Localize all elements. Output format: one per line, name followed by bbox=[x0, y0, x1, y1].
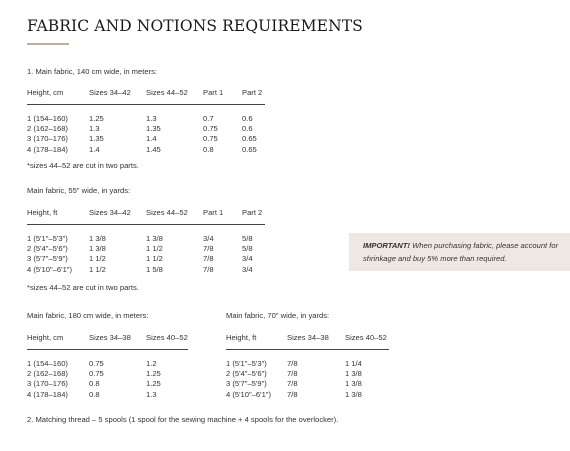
table-cell: 0.65 bbox=[242, 144, 257, 154]
table-cell: 1.4 bbox=[146, 134, 157, 144]
table-cell: 1 1/2 bbox=[89, 264, 106, 274]
table-cell: 0.8 bbox=[89, 389, 100, 399]
column-header: Height, ft bbox=[27, 208, 89, 225]
table-cell: 1.35 bbox=[89, 134, 104, 144]
table-55in bbox=[27, 208, 265, 274]
table-cell: 1.25 bbox=[146, 379, 161, 389]
column-header: Part 1 bbox=[203, 88, 242, 105]
table-row bbox=[226, 379, 389, 389]
table-row bbox=[27, 368, 188, 378]
table-cell: 1.45 bbox=[146, 144, 161, 154]
table-cell: 1 3/8 bbox=[345, 379, 362, 389]
table-row bbox=[226, 368, 389, 378]
table-cell: 1 3/8 bbox=[345, 368, 362, 378]
table-cell: 2 (5'4"–5'6") bbox=[27, 243, 68, 253]
table-cell: 1 1/2 bbox=[89, 254, 106, 264]
table-cell: 1.4 bbox=[89, 144, 100, 154]
table-cell: 3 (170–176) bbox=[27, 379, 68, 389]
table-cell: 4 (5'10"–6'1") bbox=[226, 389, 272, 399]
table-cell: 1 3/8 bbox=[345, 389, 362, 399]
table-cell: 3 (5'7"–5'9") bbox=[226, 379, 267, 389]
table-row bbox=[27, 113, 265, 123]
table-cell: 1.25 bbox=[146, 368, 161, 378]
table-cell: 3 (170–176) bbox=[27, 134, 68, 144]
table-cell: 1 5/8 bbox=[146, 264, 163, 274]
column-header: Part 2 bbox=[242, 88, 265, 105]
table-row bbox=[226, 389, 389, 399]
table-cell: 0.6 bbox=[242, 123, 253, 133]
callout-text: When purchasing fabric, please account for shrinkage and buy 5% more than required. bbox=[363, 241, 559, 263]
table-cell: 4 (5'10"–6'1") bbox=[27, 264, 73, 274]
table-cell: 0.75 bbox=[203, 123, 218, 133]
table-cell: 1 1/2 bbox=[146, 243, 163, 253]
table-cell: 7/8 bbox=[287, 368, 298, 378]
column-header: Sizes 34–42 bbox=[89, 88, 146, 105]
column-header: Sizes 44–52 bbox=[146, 208, 203, 225]
table-row bbox=[27, 264, 265, 274]
column-header: Sizes 34–42 bbox=[89, 208, 146, 225]
table-cell: 1.3 bbox=[146, 389, 157, 399]
column-header: Height, cm bbox=[27, 333, 89, 350]
table-row bbox=[27, 243, 265, 253]
column-header: Height, cm bbox=[27, 88, 89, 105]
page-title: FABRIC AND NOTIONS REQUIREMENTS bbox=[27, 17, 363, 35]
column-header: Sizes 34–38 bbox=[287, 333, 345, 350]
table-row bbox=[226, 358, 389, 368]
table-row bbox=[27, 144, 265, 154]
table-cell: 3/4 bbox=[242, 264, 253, 274]
table-row bbox=[27, 233, 265, 243]
table-cell: 7/8 bbox=[287, 379, 298, 389]
table-row bbox=[27, 254, 265, 264]
table-cell: 3/4 bbox=[242, 254, 253, 264]
table-row bbox=[27, 389, 188, 399]
column-header: Sizes 40–52 bbox=[345, 333, 389, 350]
table-cell: 1 (154–160) bbox=[27, 358, 68, 368]
table-row bbox=[27, 379, 188, 389]
thread-requirement: 2. Matching thread – 5 spools (1 spool for the sewing machine + 4 spools for the overlocker). bbox=[27, 415, 339, 424]
table-cell: 7/8 bbox=[203, 243, 214, 253]
section1-note: *sizes 44–52 are cut in two parts. bbox=[27, 161, 139, 170]
table-cell: 2 (5'4"–5'6") bbox=[226, 368, 267, 378]
table-cell: 7/8 bbox=[287, 358, 298, 368]
table-70in bbox=[226, 333, 389, 399]
table-cell: 1 3/8 bbox=[146, 233, 163, 243]
table-cell: 4 (178–184) bbox=[27, 389, 68, 399]
table-cell: 1.35 bbox=[146, 123, 161, 133]
table-cell: 1 (5'1"–5'3") bbox=[226, 358, 267, 368]
table-cell: 2 (162–168) bbox=[27, 123, 68, 133]
table-cell: 3/4 bbox=[203, 233, 214, 243]
table-row bbox=[27, 134, 265, 144]
section3-caption: Main fabric, 180 cm wide, in meters: bbox=[27, 311, 149, 320]
table-cell: 2 (162–168) bbox=[27, 368, 68, 378]
table-cell: 1 1/4 bbox=[345, 358, 362, 368]
title-underline bbox=[27, 43, 69, 45]
section2-note: *sizes 44–52 are cut in two parts. bbox=[27, 283, 139, 292]
column-header: Sizes 44–52 bbox=[146, 88, 203, 105]
column-header: Part 1 bbox=[203, 208, 242, 225]
table-cell: 1.2 bbox=[146, 358, 157, 368]
table-cell: 7/8 bbox=[287, 389, 298, 399]
column-header: Height, ft bbox=[226, 333, 287, 350]
table-cell: 1 1/2 bbox=[146, 254, 163, 264]
column-header: Sizes 34–38 bbox=[89, 333, 146, 350]
important-callout bbox=[349, 233, 570, 271]
table-cell: 5/8 bbox=[242, 243, 253, 253]
column-header: Sizes 40–52 bbox=[146, 333, 188, 350]
table-cell: 1 (154–160) bbox=[27, 113, 68, 123]
section2-caption: Main fabric, 55" wide, in yards: bbox=[27, 186, 131, 195]
table-cell: 0.65 bbox=[242, 134, 257, 144]
table-cell: 1.25 bbox=[89, 113, 104, 123]
section4-caption: Main fabric, 70" wide, in yards: bbox=[226, 311, 330, 320]
table-cell: 1 3/8 bbox=[89, 233, 106, 243]
section1-caption: 1. Main fabric, 140 cm wide, in meters: bbox=[27, 67, 157, 76]
table-cell: 5/8 bbox=[242, 233, 253, 243]
table-cell: 3 (5'7"–5'9") bbox=[27, 254, 68, 264]
table-cell: 4 (178–184) bbox=[27, 144, 68, 154]
table-cell: 1.3 bbox=[89, 123, 100, 133]
table-cell: 0.75 bbox=[89, 368, 104, 378]
table-cell: 0.8 bbox=[89, 379, 100, 389]
table-cell: 0.6 bbox=[242, 113, 253, 123]
table-cell: 0.75 bbox=[89, 358, 104, 368]
table-cell: 0.75 bbox=[203, 134, 218, 144]
table-cell: 1 (5'1"–5'3") bbox=[27, 233, 68, 243]
table-cell: 1 3/8 bbox=[89, 243, 106, 253]
table-cell: 7/8 bbox=[203, 254, 214, 264]
column-header: Part 2 bbox=[242, 208, 265, 225]
table-cell: 0.8 bbox=[203, 144, 214, 154]
table-140cm bbox=[27, 88, 265, 154]
table-row bbox=[27, 358, 188, 368]
callout-strong: IMPORTANT! bbox=[363, 241, 410, 250]
table-180cm bbox=[27, 333, 188, 399]
table-cell: 1.3 bbox=[146, 113, 157, 123]
table-cell: 0.7 bbox=[203, 113, 214, 123]
table-cell: 7/8 bbox=[203, 264, 214, 274]
table-row bbox=[27, 123, 265, 133]
